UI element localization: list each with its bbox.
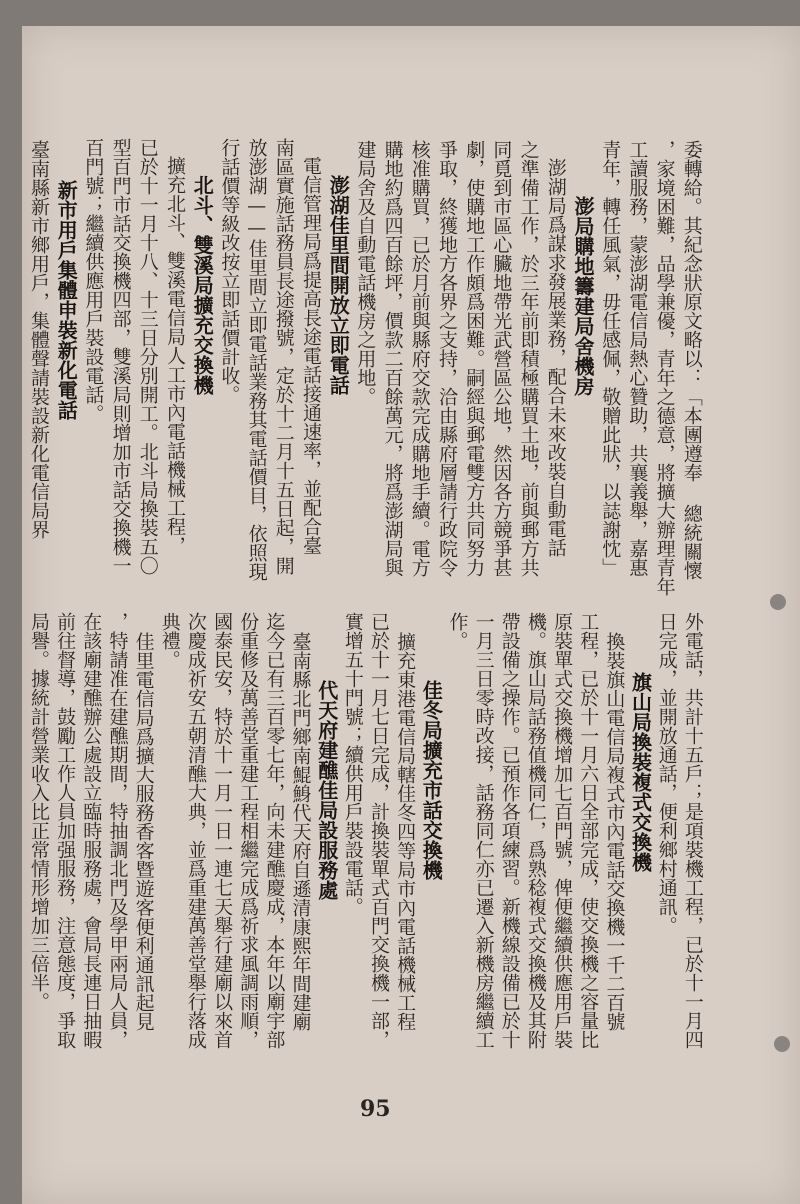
text-column: 爭取，終獲地方各界之支持，洽由縣府層請行政院令 [436, 140, 458, 577]
text-column: 電信管理局爲提高長途電話接通速率，並配合臺 [300, 156, 322, 555]
text-column: 局譽。據統計營業收入比正常情形增加三倍半。 [28, 612, 50, 1011]
text-column: 迄今已有三百零七年，向未建醮慶成，本年以廟宇部 [263, 612, 286, 1049]
page-number: 95 [360, 1096, 391, 1122]
text-column: 次慶成祈安五朝清醮大典，並爲重建萬善堂舉行落成 [184, 612, 207, 1049]
binding-hole [770, 594, 786, 610]
section-heading: 旗山局換裝複式交換機 [628, 672, 653, 872]
section-heading: 代天府建醮佳局設服務處 [314, 680, 339, 900]
text-column: 機。旗山局話務值機同仁，爲熟稔複式交換機及其附 [524, 612, 547, 1049]
text-column: 份重修及萬善堂重建工程相繼完成爲祈求風調雨順， [237, 612, 260, 1049]
text-column: 型百門市話交換機四部，雙溪局則增加市話交換機一 [109, 138, 132, 575]
text-column: 工讀服務，蒙澎湖電信局熱心贊助，共襄義舉，嘉惠 [626, 140, 649, 577]
section-heading: 佳冬局擴充市話交換機 [419, 680, 444, 880]
text-column: 原裝單式交換機增加七百門號，俾便繼續供應用戶裝 [551, 612, 574, 1049]
text-column: 同覓到市區心臟地帶光武營區公地，然因各方競爭甚 [490, 140, 513, 577]
text-column: 日完成，並開放通話，便利鄉村通訊。 [655, 612, 678, 935]
text-column: 換裝旗山電信局複式市內電話交換機一千二百號 [603, 632, 626, 1031]
text-column: 委轉給。其紀念狀原文略以：「本團遵奉 總統關懷 [680, 140, 703, 580]
text-column: 百門號；繼續供應用戶裝設電話。 [82, 138, 105, 423]
text-column: 已於十一月七日完成，計換裝單式百門交換機一部， [368, 612, 390, 1049]
text-column: 作。 [446, 612, 469, 650]
text-column: 帶設備之操作。已預作各項練習。新機線設備已於十 [498, 612, 521, 1049]
text-column: 劇，使購地工作頗爲困難。嗣經與郵電雙方共同努力 [463, 140, 486, 577]
text-column-overflow: 前往督導，鼓勵工作人員加强服務，注意態度，爭取 [54, 612, 77, 1049]
text-column: 佳里電信局爲擴大服務香客暨遊客便利通訊起見 [132, 632, 155, 1031]
text-column: 國泰民安，特於十一月一日一連七天舉行建廟以來首 [211, 612, 234, 1049]
text-column: ，特請准在建醮期間，特抽調北門及學甲兩局人員， [106, 612, 129, 1049]
text-column: 一月三日零時改接，話務同仁亦已遷入新機房繼續工 [472, 612, 495, 1049]
text-column: ，家境困難，品學兼優，青年之德意，將擴大辦理青年 [653, 140, 676, 596]
binding-hole [774, 1036, 790, 1052]
text-column: 在該廟建醮辦公處設立臨時服務處，會局長連日抽暇 [80, 612, 103, 1049]
section-heading: 澎湖佳里間開放立即電話 [326, 175, 351, 395]
section-heading: 北斗、雙溪局擴充交換機 [190, 175, 215, 395]
text-column: 臺南縣新市鄉用戶，集體聲請裝設新化電信局界 [28, 140, 50, 539]
text-column: 核准購買，已於月前與縣府交款完成購地手續。電方 [408, 140, 431, 577]
text-column: 南區實施話務員長途撥號，定於十二月十五日起，開 [272, 138, 295, 575]
text-column: 購地約爲四百餘坪，價款二百餘萬元，將爲澎湖局與 [381, 140, 404, 577]
text-column: 已於十一月十八、十三日分別開工。北斗局換裝五〇 [136, 138, 159, 575]
text-column: 放澎湖——佳里間立即電話業務其電話價目，依照現 [245, 138, 268, 581]
text-column: 澎湖局爲謀求發展業務，配合未來改裝自動電話 [544, 158, 567, 557]
text-column: 行話價等級改按立即話價計收。 [218, 138, 241, 404]
text-column: 青年，轉任風氣，毋任感佩，敬贈此狀，以誌謝忱」 [599, 140, 622, 577]
text-column: 建局舍及自動電話機房之用地。 [354, 140, 377, 406]
text-column: 典禮。 [158, 612, 181, 669]
section-heading-overflow: 新市用戶集體申裝新化電話 [54, 180, 79, 420]
section-heading: 澎局購地籌建局舍機房 [571, 196, 595, 396]
text-column: 擴充北斗、雙溪電信局人工市內電話機械工程， [164, 156, 186, 555]
text-column: 工程，已於十一月六日全部完成，使交換機之容量比 [577, 612, 600, 1049]
text-column: 實增五十門號；續供用戶裝設電話。 [341, 612, 364, 916]
text-column: 臺南縣北門鄉南鯤鯓代天府自遜清康熙年間建廟 [289, 632, 312, 1031]
text-column: 擴充東港電信局轄佳冬四等局市內電話機械工程 [394, 632, 417, 1031]
text-column: 之準備工作，於三年前即積極購買土地，前與郵方共 [517, 140, 540, 577]
text-column: 外電話，共計十五戶；是項裝機工程，已於十一月四 [681, 612, 704, 1049]
